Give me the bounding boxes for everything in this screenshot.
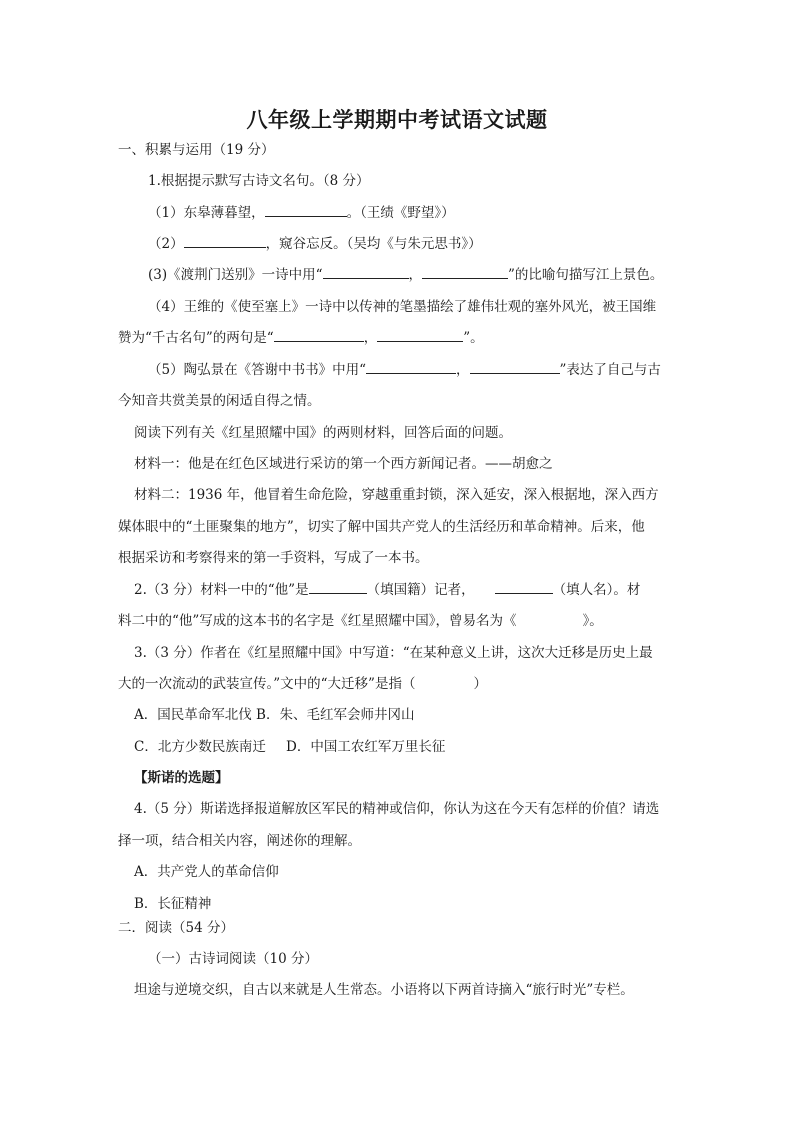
section1-heading: 一、积累与运用（19 分） (118, 142, 275, 158)
material-two-line2: 媒体眼中的“土匪聚集的地方”，切实了解中国共产党人的生活经历和革命精神。后来，他 (118, 519, 645, 535)
q4-option-b: B．长征精神 (134, 896, 212, 912)
q3-line2 (118, 675, 487, 693)
q1-item4-pre: 赞为“千古名句”的两句是“ (118, 330, 274, 346)
q1-item1-post: 。（王绩《野望》） (346, 205, 455, 221)
q1-item4-line1: （4）王维的《使至塞上》一诗中以传神的笔墨描绘了雄伟壮观的塞外风光，被王国维 (148, 299, 657, 315)
reading-intro: 阅读下列有关《红星照耀中国》的两则材料，回答后面的问题。 (134, 425, 512, 441)
page-title: 八年级上学期期中考试语文试题 (246, 107, 548, 132)
q1-item4-mid: ， (363, 330, 378, 346)
answer-blank[interactable] (470, 361, 560, 374)
q3-options-ab: A．国民革命军北伐 B．朱、毛红军会师井冈山 (134, 707, 415, 723)
q1-item2-pre: （2） (148, 236, 184, 252)
q4-line2: 择一项，结合相关内容，阐述你的理解。 (118, 833, 361, 849)
q4-option-a: A．共产党人的革命信仰 (134, 864, 279, 880)
q2-line2 (118, 612, 603, 630)
q2-line2-a: 料二中的“他”写成的这本书的名字是《红星照耀中国》，曾易名为《 (118, 613, 517, 629)
q4-line1: 4.（5 分）斯诺选择报道解放区军民的精神或信仰，你认为这在今天有怎样的价值？请选 (134, 801, 660, 817)
snow-topic-heading: 【斯诺的选题】 (134, 770, 229, 786)
answer-blank[interactable] (274, 329, 364, 342)
q3-option-d: D．中国工农红军万里长征 (286, 739, 446, 755)
q1-stem: 1.根据提示默写古诗文名句。（8 分） (148, 173, 370, 189)
q2-line2-b: 》。 (582, 613, 603, 629)
q2-part-b: （填国籍）记者， (366, 582, 475, 598)
q2-part-a: 2.（3 分）材料一中的“他”是 (134, 582, 309, 598)
q1-item1 (148, 204, 455, 222)
section2-heading: 二．阅读（54 分） (118, 920, 234, 936)
answer-blank[interactable] (323, 266, 409, 279)
q3-option-c: C．北方少数民族南迁 (134, 739, 266, 755)
q1-item5-line2: 今知音共赏美景的闲适自得之情。 (118, 393, 321, 409)
answer-blank[interactable] (309, 581, 367, 594)
q3-line2-b: ） (473, 676, 487, 692)
q1-item2-post: ，窥谷忘反。（吴均《与朱元思书》） (265, 236, 482, 252)
answer-blank[interactable] (265, 204, 347, 217)
q2-part-c: （填人名）。材 (552, 582, 641, 598)
q1-item4-line2 (118, 329, 484, 347)
material-one: 材料一：他是在红色区域进行采访的第一个西方新闻记者。——胡愈之 (134, 456, 553, 472)
q1-item5-pre: （5）陶弘景在《答谢中书书》中用“ (148, 362, 366, 378)
q2-line1 (134, 581, 640, 599)
q1-item2 (148, 235, 482, 253)
q1-item3-post: ”的比喻句描写江上景色。 (508, 267, 664, 283)
answer-blank[interactable] (422, 266, 508, 279)
q1-item5-post: ”表达了自己与古 (559, 362, 661, 378)
q1-item3 (148, 266, 663, 284)
q3-line1: 3.（3 分）作者在《红星照耀中国》中写道：“在某种意义上讲，这次大迁移是历史上最 (134, 645, 653, 661)
answer-blank[interactable] (377, 329, 463, 342)
material-two-line3: 根据采访和考察得来的第一手资料，写成了一本书。 (118, 550, 429, 566)
q1-item1-pre: （1）东皋薄暮望， (148, 205, 265, 221)
q3-line2-a: 大的一次流动的武装宣传。”文中的“大迁移”是指（ (118, 676, 416, 692)
answer-blank[interactable] (495, 581, 553, 594)
q1-item5-line1 (148, 361, 661, 379)
answer-blank[interactable] (184, 235, 266, 248)
q1-item5-mid: ， (456, 362, 470, 378)
answer-blank[interactable] (366, 361, 456, 374)
q1-item3-pre: (3)《渡荆门送别》一诗中用“ (148, 267, 323, 283)
q1-item3-mid: ， (408, 267, 423, 283)
material-two-line1: 材料二：1936 年，他冒着生命危险，穿越重重封锁，深入延安，深入根据地，深入西方 (134, 487, 659, 503)
poetry-intro: 坦途与逆境交织，自古以来就是人生常态。小语将以下两首诗摘入“旅行时光”专栏。 (134, 982, 634, 998)
q1-item4-post: ”。 (463, 330, 484, 346)
subsection-poetry: （一）古诗词阅读（10 分） (148, 951, 318, 967)
